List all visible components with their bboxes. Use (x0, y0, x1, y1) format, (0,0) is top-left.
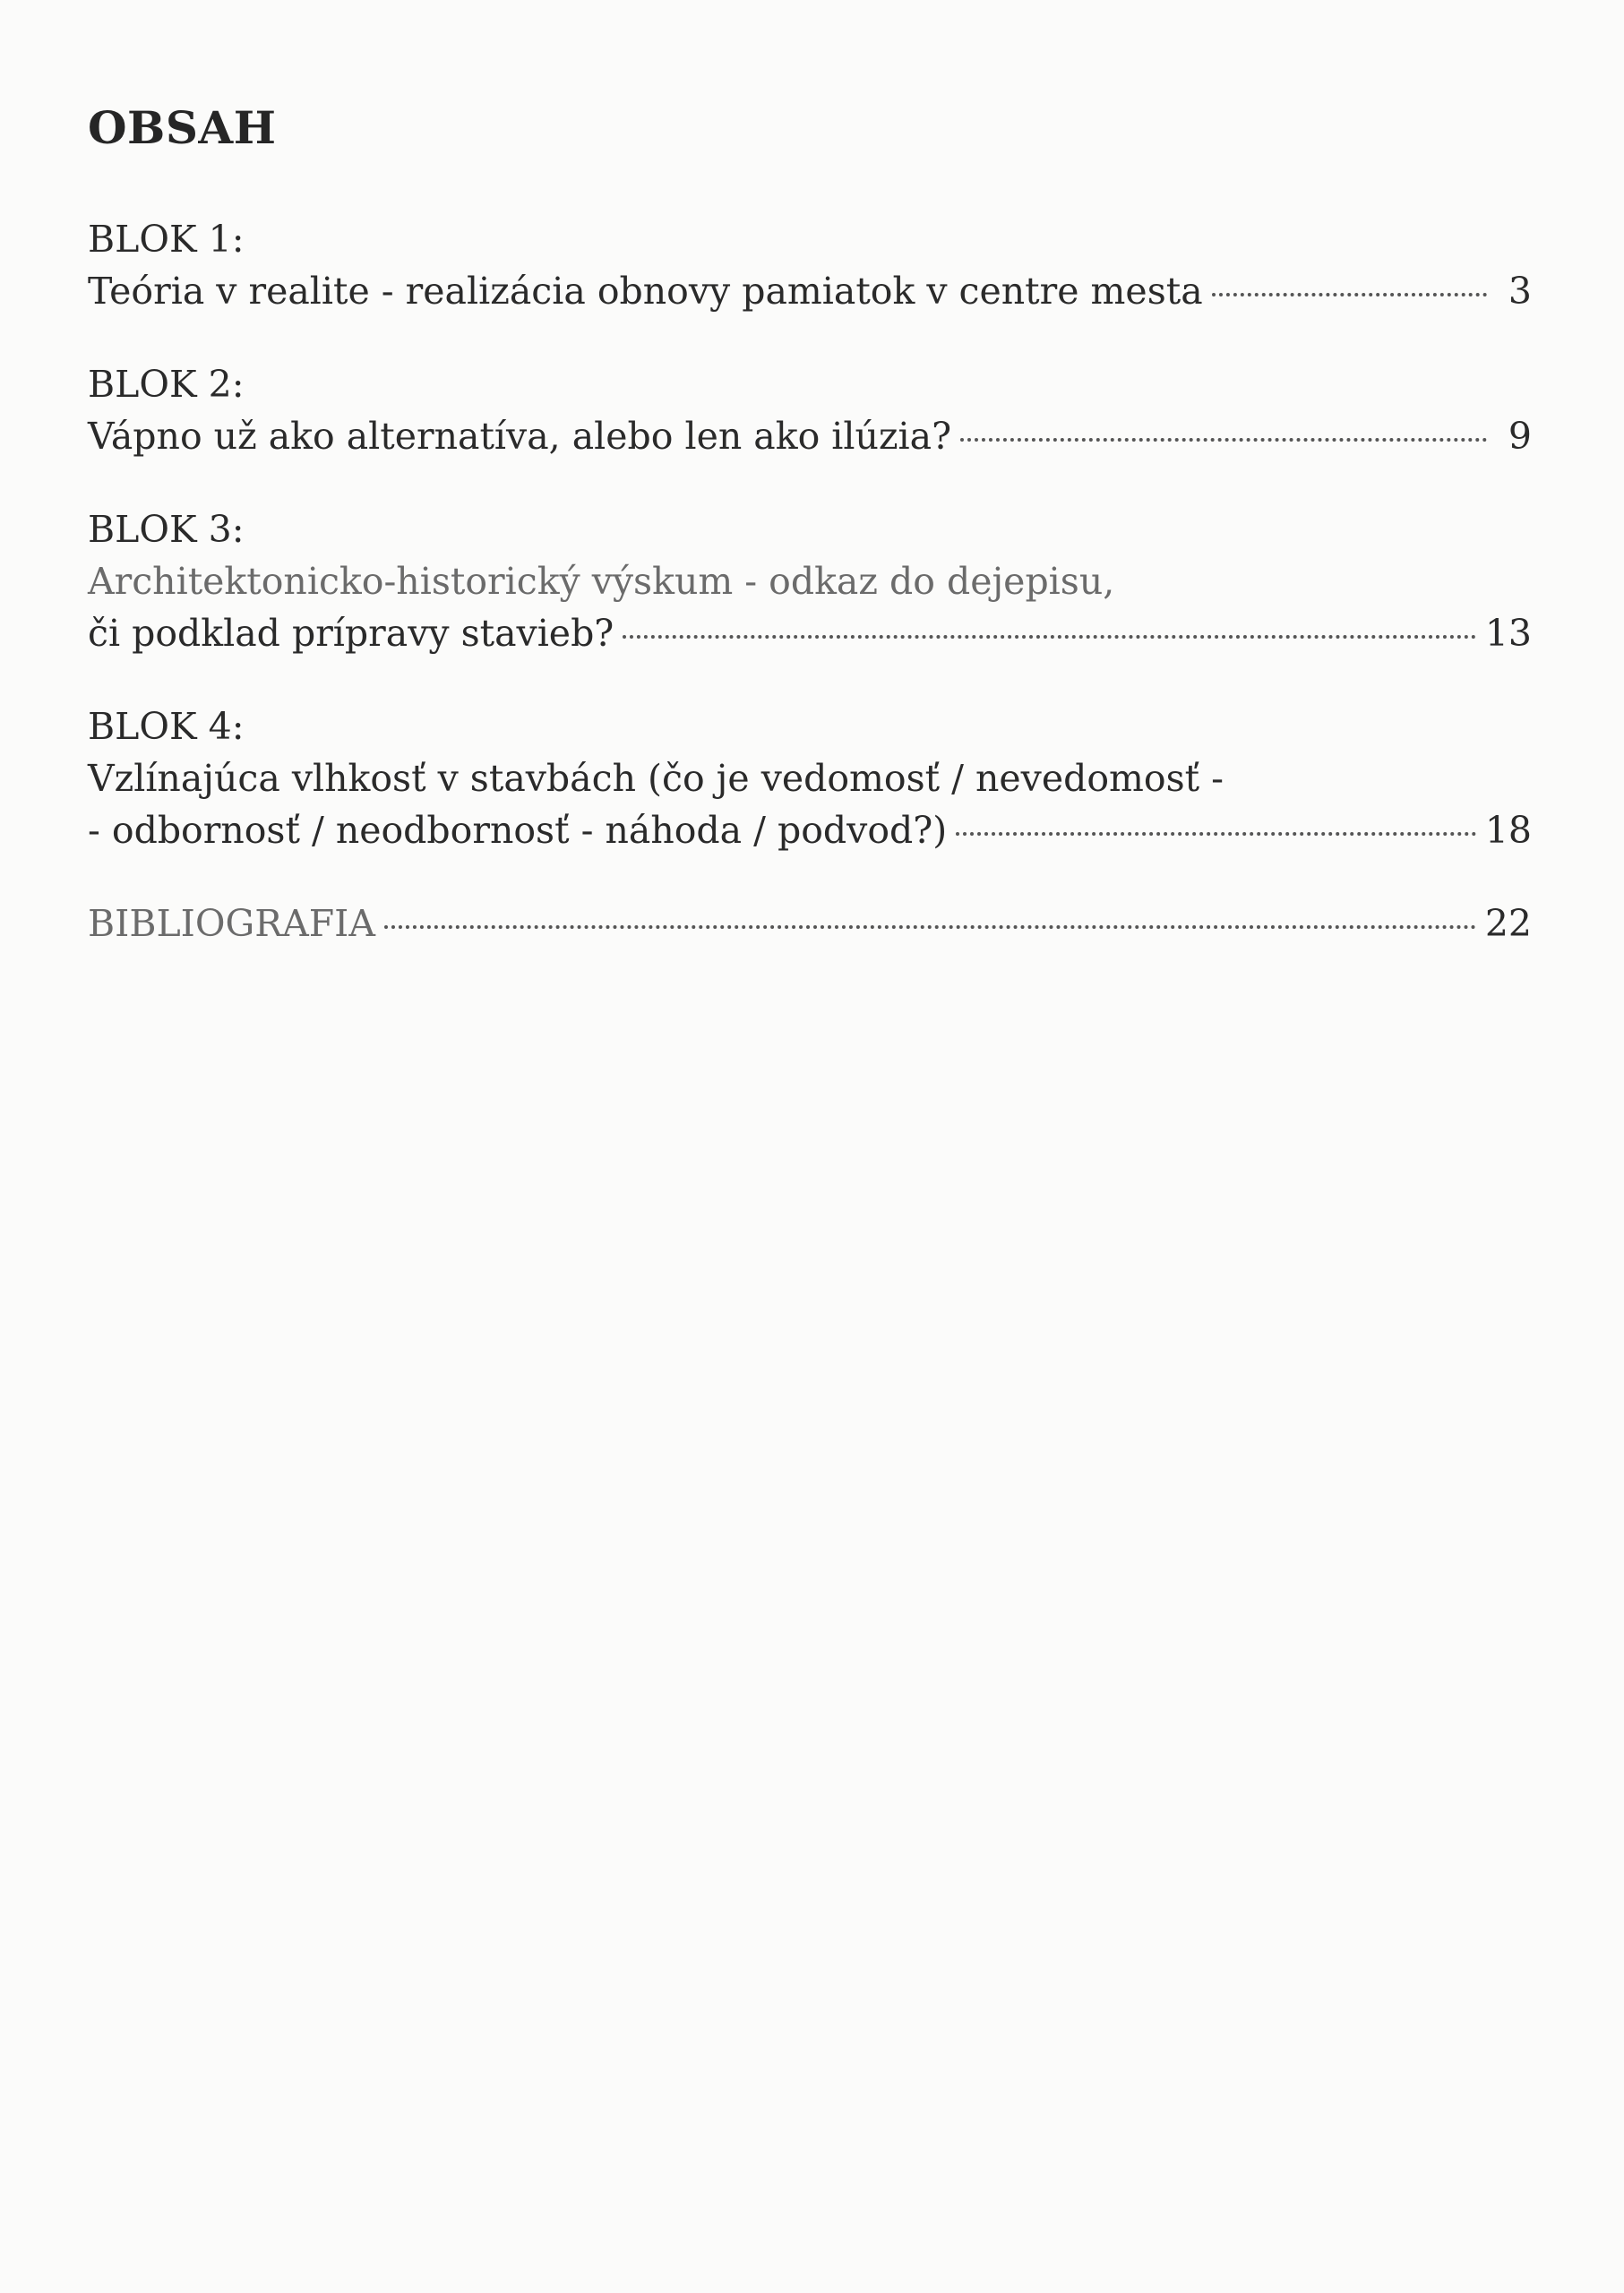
toc-entry-title: BIBLIOGRAFIA (88, 902, 375, 945)
toc-entry-label: BLOK 2: (88, 363, 245, 406)
toc-entry-row (88, 804, 1532, 856)
dot-leader (956, 832, 1476, 836)
dot-leader (384, 925, 1476, 929)
toc-entry-title: - odbornosť / neodbornosť - náhoda / podvod?) (88, 809, 948, 852)
toc-entry-page-number: 3 (1508, 270, 1532, 313)
toc-entry-row (88, 897, 1532, 949)
toc-entry-label: BLOK 4: (88, 705, 245, 748)
toc-entry-blok-1 (88, 213, 1532, 317)
toc-entry-page-number: 9 (1508, 415, 1532, 458)
toc-entry-row (88, 410, 1532, 462)
toc-entry-label: BLOK 3: (88, 508, 245, 551)
toc-entry-bibliography (88, 897, 1532, 949)
toc-entry-title: Vápno už ako alternatíva, alebo len ako ilúzia? (88, 415, 952, 458)
toc-entry-label: BLOK 1: (88, 218, 245, 261)
toc-entry-title-line: Architektonicko-historický výskum - odkaz do dejepisu, (88, 560, 1115, 603)
page-title: OBSAH (88, 101, 277, 154)
toc-entry-blok-3 (88, 503, 1532, 659)
dot-leader (623, 635, 1476, 639)
dot-leader (960, 438, 1487, 442)
toc-entry-row (88, 265, 1532, 317)
toc-entry-blok-4 (88, 700, 1532, 856)
dot-leader (1212, 293, 1487, 296)
toc-entry-blok-2 (88, 358, 1532, 462)
toc-entry-title: či podklad prípravy stavieb? (88, 612, 614, 655)
toc-entry-page-number: 13 (1484, 612, 1532, 655)
table-of-contents (88, 213, 1532, 991)
toc-entry-page-number: 18 (1484, 809, 1532, 852)
toc-entry-title-line: Vzlínajúca vlhkosť v stavbách (čo je vedomosť / nevedomosť - (88, 757, 1224, 800)
toc-entry-page-number: 22 (1484, 902, 1532, 945)
toc-entry-title: Teória v realite - realizácia obnovy pamiatok v centre mesta (88, 270, 1203, 313)
toc-entry-row (88, 607, 1532, 659)
